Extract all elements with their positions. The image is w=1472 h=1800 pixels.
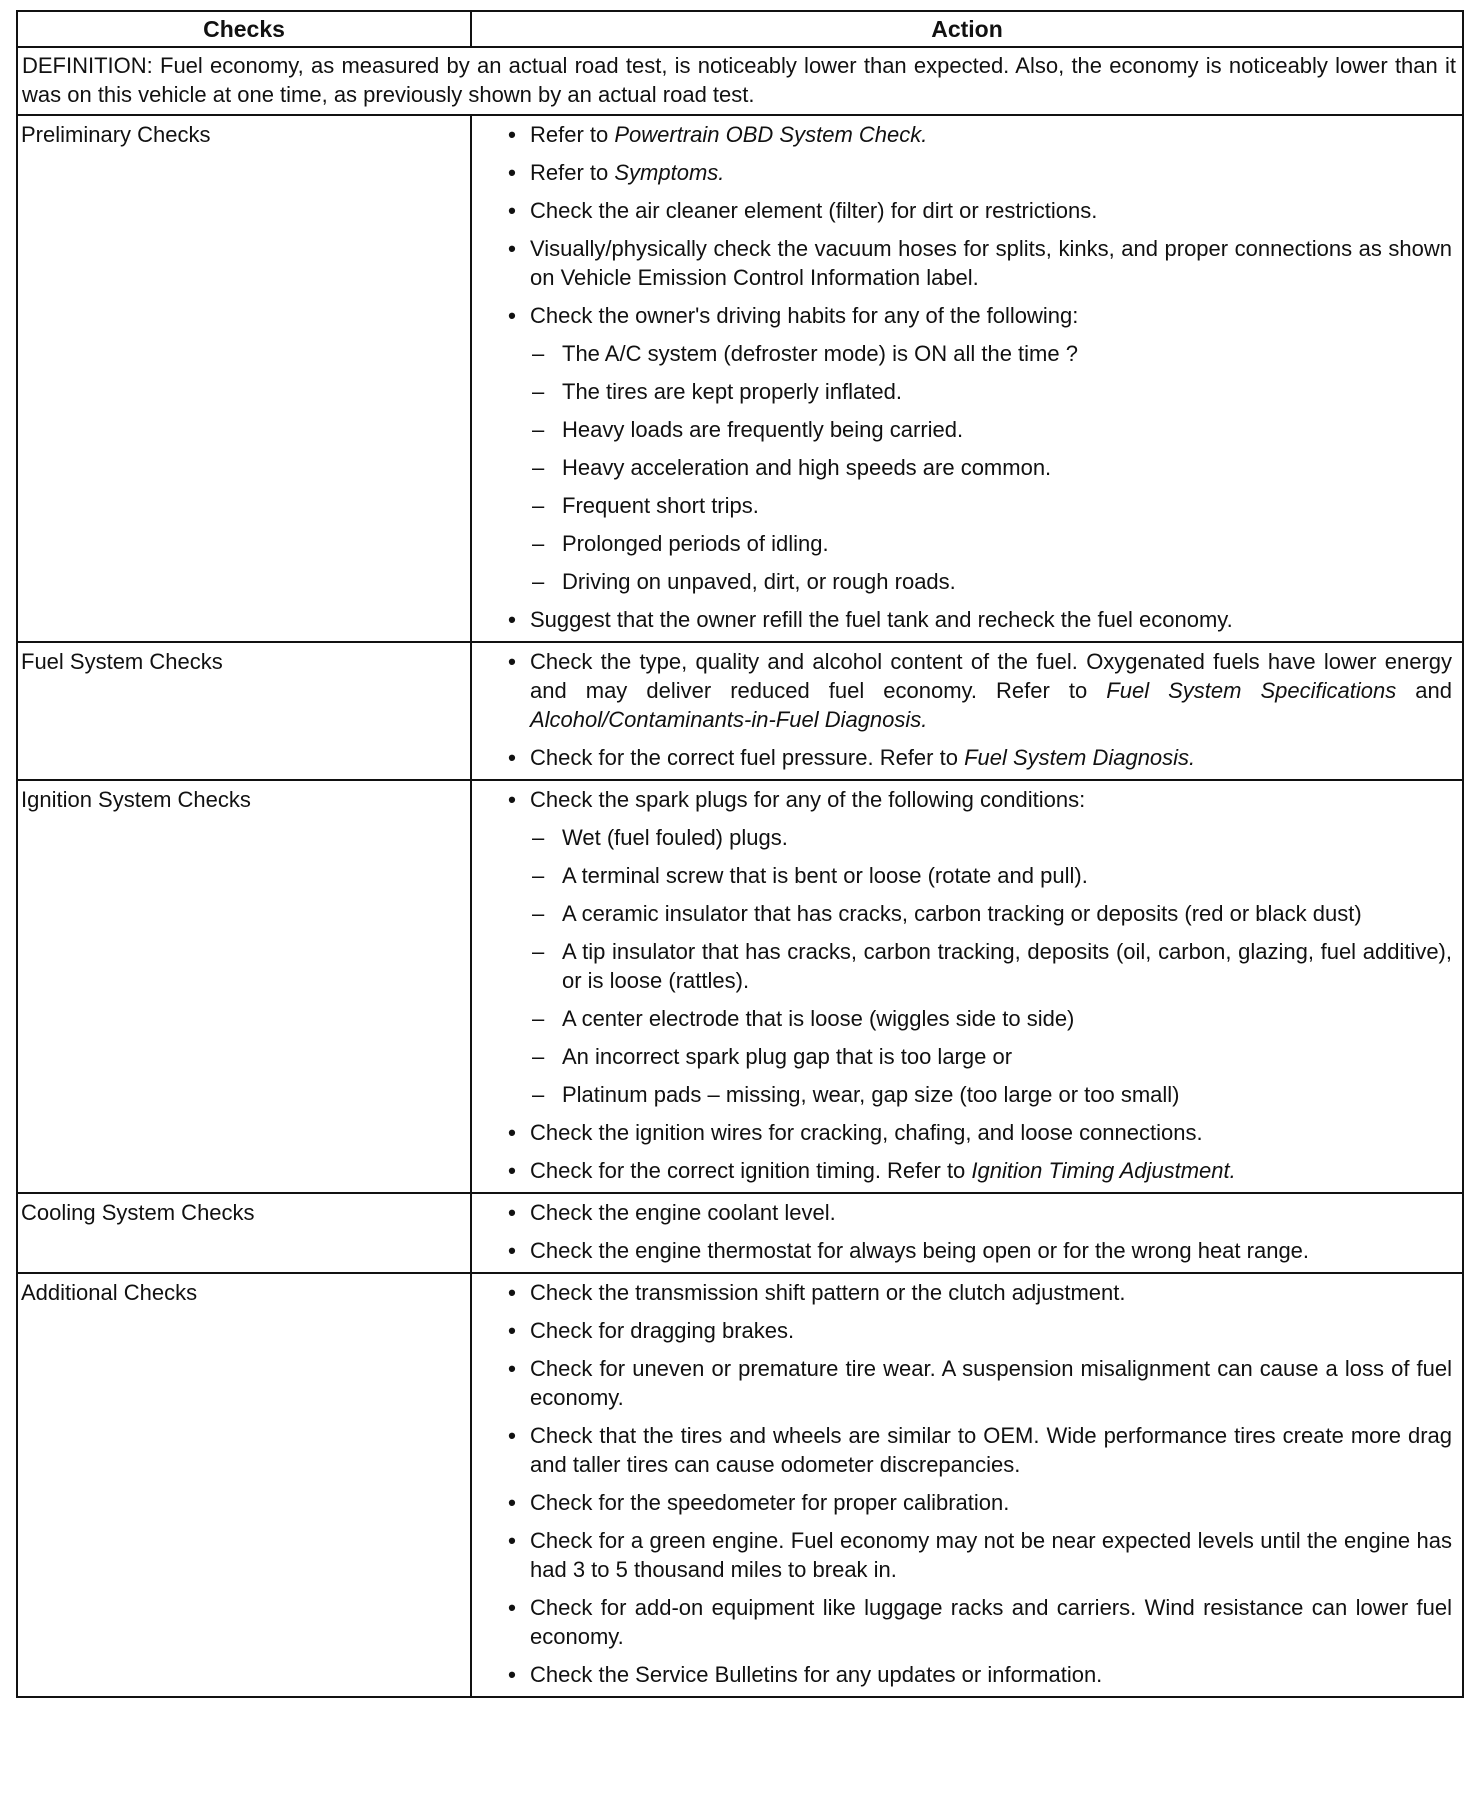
- sub-action-text: The tires are kept properly inflated.: [562, 379, 902, 404]
- dash-icon: –: [532, 455, 545, 480]
- sub-action-item: [530, 1004, 1452, 1033]
- action-list: [502, 785, 1452, 1185]
- dash-icon: –: [532, 901, 545, 926]
- action-text: Check for the correct ignition timing. Refer to: [530, 1158, 972, 1183]
- sub-action-item: [530, 1080, 1452, 1109]
- action-list: [502, 120, 1452, 634]
- dash-icon: –: [532, 531, 545, 556]
- action-item: [502, 1156, 1452, 1185]
- sub-action-text: A tip insulator that has cracks, carbon tracking, deposits (oil, carbon, glazing, fuel additive), or is loose (rattles).: [562, 939, 1452, 993]
- action-text: Check the spark plugs for any of the following conditions:: [530, 787, 1086, 812]
- action-text: Refer to: [530, 160, 615, 185]
- action-item: [502, 120, 1452, 149]
- reference-link-text: Ignition Timing Adjustment.: [971, 1158, 1236, 1183]
- bullet-icon: •: [508, 1120, 516, 1145]
- action-text: Suggest that the owner refill the fuel tank and recheck the fuel economy.: [530, 607, 1233, 632]
- section-row: [17, 1193, 1463, 1273]
- dash-icon: –: [532, 939, 545, 964]
- dash-icon: –: [532, 379, 545, 404]
- checks-header: Checks: [17, 11, 471, 47]
- dash-icon: –: [532, 341, 545, 366]
- definition-row: [17, 47, 1463, 115]
- action-text: Check for add-on equipment like luggage racks and carriers. Wind resistance can lower fuel economy.: [530, 1595, 1452, 1649]
- action-text: Check the transmission shift pattern or the clutch adjustment.: [530, 1280, 1126, 1305]
- dash-icon: –: [532, 1006, 545, 1031]
- header-row: [17, 11, 1463, 47]
- sub-action-item: [530, 377, 1452, 406]
- sub-action-text: The A/C system (defroster mode) is ON all the time ?: [562, 341, 1078, 366]
- action-item: [502, 1421, 1452, 1479]
- bullet-icon: •: [508, 122, 516, 147]
- sub-action-item: [530, 861, 1452, 890]
- sub-action-text: Prolonged periods of idling.: [562, 531, 829, 556]
- sub-action-item: [530, 491, 1452, 520]
- action-text: Check the engine thermostat for always being open or for the wrong heat range.: [530, 1238, 1310, 1263]
- bullet-icon: •: [508, 198, 516, 223]
- sub-action-text: Platinum pads – missing, wear, gap size (too large or too small): [562, 1082, 1180, 1107]
- action-item: [502, 647, 1452, 734]
- action-header: Action: [471, 11, 1463, 47]
- sub-action-text: A center electrode that is loose (wiggles side to side): [562, 1006, 1075, 1031]
- bullet-icon: •: [508, 1528, 516, 1553]
- bullet-icon: •: [508, 607, 516, 632]
- sub-action-text: A terminal screw that is bent or loose (rotate and pull).: [562, 863, 1088, 888]
- section-row: [17, 780, 1463, 1193]
- bullet-icon: •: [508, 1318, 516, 1343]
- action-item: [502, 1488, 1452, 1517]
- action-text: and: [1396, 678, 1452, 703]
- action-text: Refer to: [530, 122, 615, 147]
- bullet-icon: •: [508, 745, 516, 770]
- check-category: Cooling System Checks: [17, 1193, 471, 1273]
- reference-link-text: Powertrain OBD System Check.: [614, 122, 928, 147]
- bullet-icon: •: [508, 303, 516, 328]
- bullet-icon: •: [508, 1490, 516, 1515]
- action-item: [502, 1526, 1452, 1584]
- sub-action-text: Driving on unpaved, dirt, or rough roads.: [562, 569, 956, 594]
- action-text: Check for the correct fuel pressure. Refer to: [530, 745, 965, 770]
- bullet-icon: •: [508, 236, 516, 261]
- dash-icon: –: [532, 1044, 545, 1069]
- action-item: [502, 1278, 1452, 1307]
- action-item: [502, 743, 1452, 772]
- bullet-icon: •: [508, 160, 516, 185]
- bullet-icon: •: [508, 1662, 516, 1687]
- check-category: Additional Checks: [17, 1273, 471, 1697]
- action-text: Check the Service Bulletins for any updates or information.: [530, 1662, 1103, 1687]
- reference-link-text: Symptoms.: [614, 160, 725, 185]
- bullet-icon: •: [508, 649, 516, 674]
- dash-icon: –: [532, 493, 545, 518]
- action-text: Check the engine coolant level.: [530, 1200, 836, 1225]
- bullet-icon: •: [508, 1356, 516, 1381]
- sub-action-text: Heavy acceleration and high speeds are common.: [562, 455, 1052, 480]
- sub-action-item: [530, 567, 1452, 596]
- sub-action-text: A ceramic insulator that has cracks, carbon tracking or deposits (red or black dust): [562, 901, 1362, 926]
- action-text: Check the type, quality and alcohol content of the fuel. Oxygenated fuels have lower energy and may deliver reduced fuel economy. Refer to: [530, 649, 1452, 703]
- action-item: [502, 1660, 1452, 1689]
- sub-action-text: Heavy loads are frequently being carried.: [562, 417, 964, 442]
- sub-action-text: Wet (fuel fouled) plugs.: [562, 825, 788, 850]
- bullet-icon: •: [508, 1238, 516, 1263]
- action-item: [502, 1236, 1452, 1265]
- definition-text: DEFINITION: Fuel economy, as measured by an actual road test, is noticeably lower than expected. Also, the economy is noticeably lower than it was on this vehicle at one time, as previously shown by an actual road test.: [17, 47, 1463, 115]
- reference-link-text: Alcohol/Contaminants-in-Fuel Diagnosis.: [530, 707, 928, 732]
- dash-icon: –: [532, 825, 545, 850]
- sub-action-list: [530, 823, 1452, 1109]
- action-item: [502, 605, 1452, 634]
- action-list: [502, 1198, 1452, 1265]
- sub-action-item: [530, 339, 1452, 368]
- sub-action-text: An incorrect spark plug gap that is too large or: [562, 1044, 1013, 1069]
- check-category: Ignition System Checks: [17, 780, 471, 1193]
- dash-icon: –: [532, 1082, 545, 1107]
- section-row: [17, 115, 1463, 642]
- action-item: [502, 1118, 1452, 1147]
- action-cell: [471, 1273, 1463, 1697]
- sub-action-item: [530, 1042, 1452, 1071]
- action-item: [502, 1354, 1452, 1412]
- action-text: Check for uneven or premature tire wear. A suspension misalignment can cause a loss of fuel economy.: [530, 1356, 1452, 1410]
- action-text: Check for a green engine. Fuel economy may not be near expected levels until the engine has had 3 to 5 thousand miles to break in.: [530, 1528, 1452, 1582]
- bullet-icon: •: [508, 1423, 516, 1448]
- diagnostic-table: [16, 10, 1464, 1698]
- action-text: Check for the speedometer for proper calibration.: [530, 1490, 1010, 1515]
- sub-action-list: [530, 339, 1452, 596]
- action-text: Check the ignition wires for cracking, chafing, and loose connections.: [530, 1120, 1203, 1145]
- reference-link-text: Fuel System Specifications: [1106, 678, 1397, 703]
- sub-action-item: [530, 529, 1452, 558]
- section-row: [17, 1273, 1463, 1697]
- action-item: [502, 1593, 1452, 1651]
- bullet-icon: •: [508, 1200, 516, 1225]
- action-cell: [471, 1193, 1463, 1273]
- sub-action-item: [530, 453, 1452, 482]
- action-item: [502, 1316, 1452, 1345]
- action-text: Check that the tires and wheels are similar to OEM. Wide performance tires create more drag and taller tires can cause odometer discrepancies.: [530, 1423, 1452, 1477]
- action-item: [502, 158, 1452, 187]
- action-text: Check for dragging brakes.: [530, 1318, 795, 1343]
- sub-action-item: [530, 415, 1452, 444]
- check-category: Fuel System Checks: [17, 642, 471, 780]
- action-list: [502, 647, 1452, 772]
- action-item: [502, 785, 1452, 1109]
- bullet-icon: •: [508, 1595, 516, 1620]
- action-item: [502, 196, 1452, 225]
- bullet-icon: •: [508, 1280, 516, 1305]
- action-cell: [471, 780, 1463, 1193]
- action-item: [502, 301, 1452, 596]
- sub-action-text: Frequent short trips.: [562, 493, 759, 518]
- action-text: Check the air cleaner element (filter) for dirt or restrictions.: [530, 198, 1098, 223]
- action-list: [502, 1278, 1452, 1689]
- reference-link-text: Fuel System Diagnosis.: [964, 745, 1196, 770]
- bullet-icon: •: [508, 787, 516, 812]
- action-text: Visually/physically check the vacuum hoses for splits, kinks, and proper connections as shown on Vehicle Emission Control Information label.: [530, 236, 1452, 290]
- dash-icon: –: [532, 863, 545, 888]
- bullet-icon: •: [508, 1158, 516, 1183]
- check-category: Preliminary Checks: [17, 115, 471, 642]
- sub-action-item: [530, 937, 1452, 995]
- action-cell: [471, 115, 1463, 642]
- action-text: Check the owner's driving habits for any of the following:: [530, 303, 1079, 328]
- section-row: [17, 642, 1463, 780]
- sub-action-item: [530, 823, 1452, 852]
- action-item: [502, 1198, 1452, 1227]
- dash-icon: –: [532, 569, 545, 594]
- action-item: [502, 234, 1452, 292]
- action-cell: [471, 642, 1463, 780]
- dash-icon: –: [532, 417, 545, 442]
- sub-action-item: [530, 899, 1452, 928]
